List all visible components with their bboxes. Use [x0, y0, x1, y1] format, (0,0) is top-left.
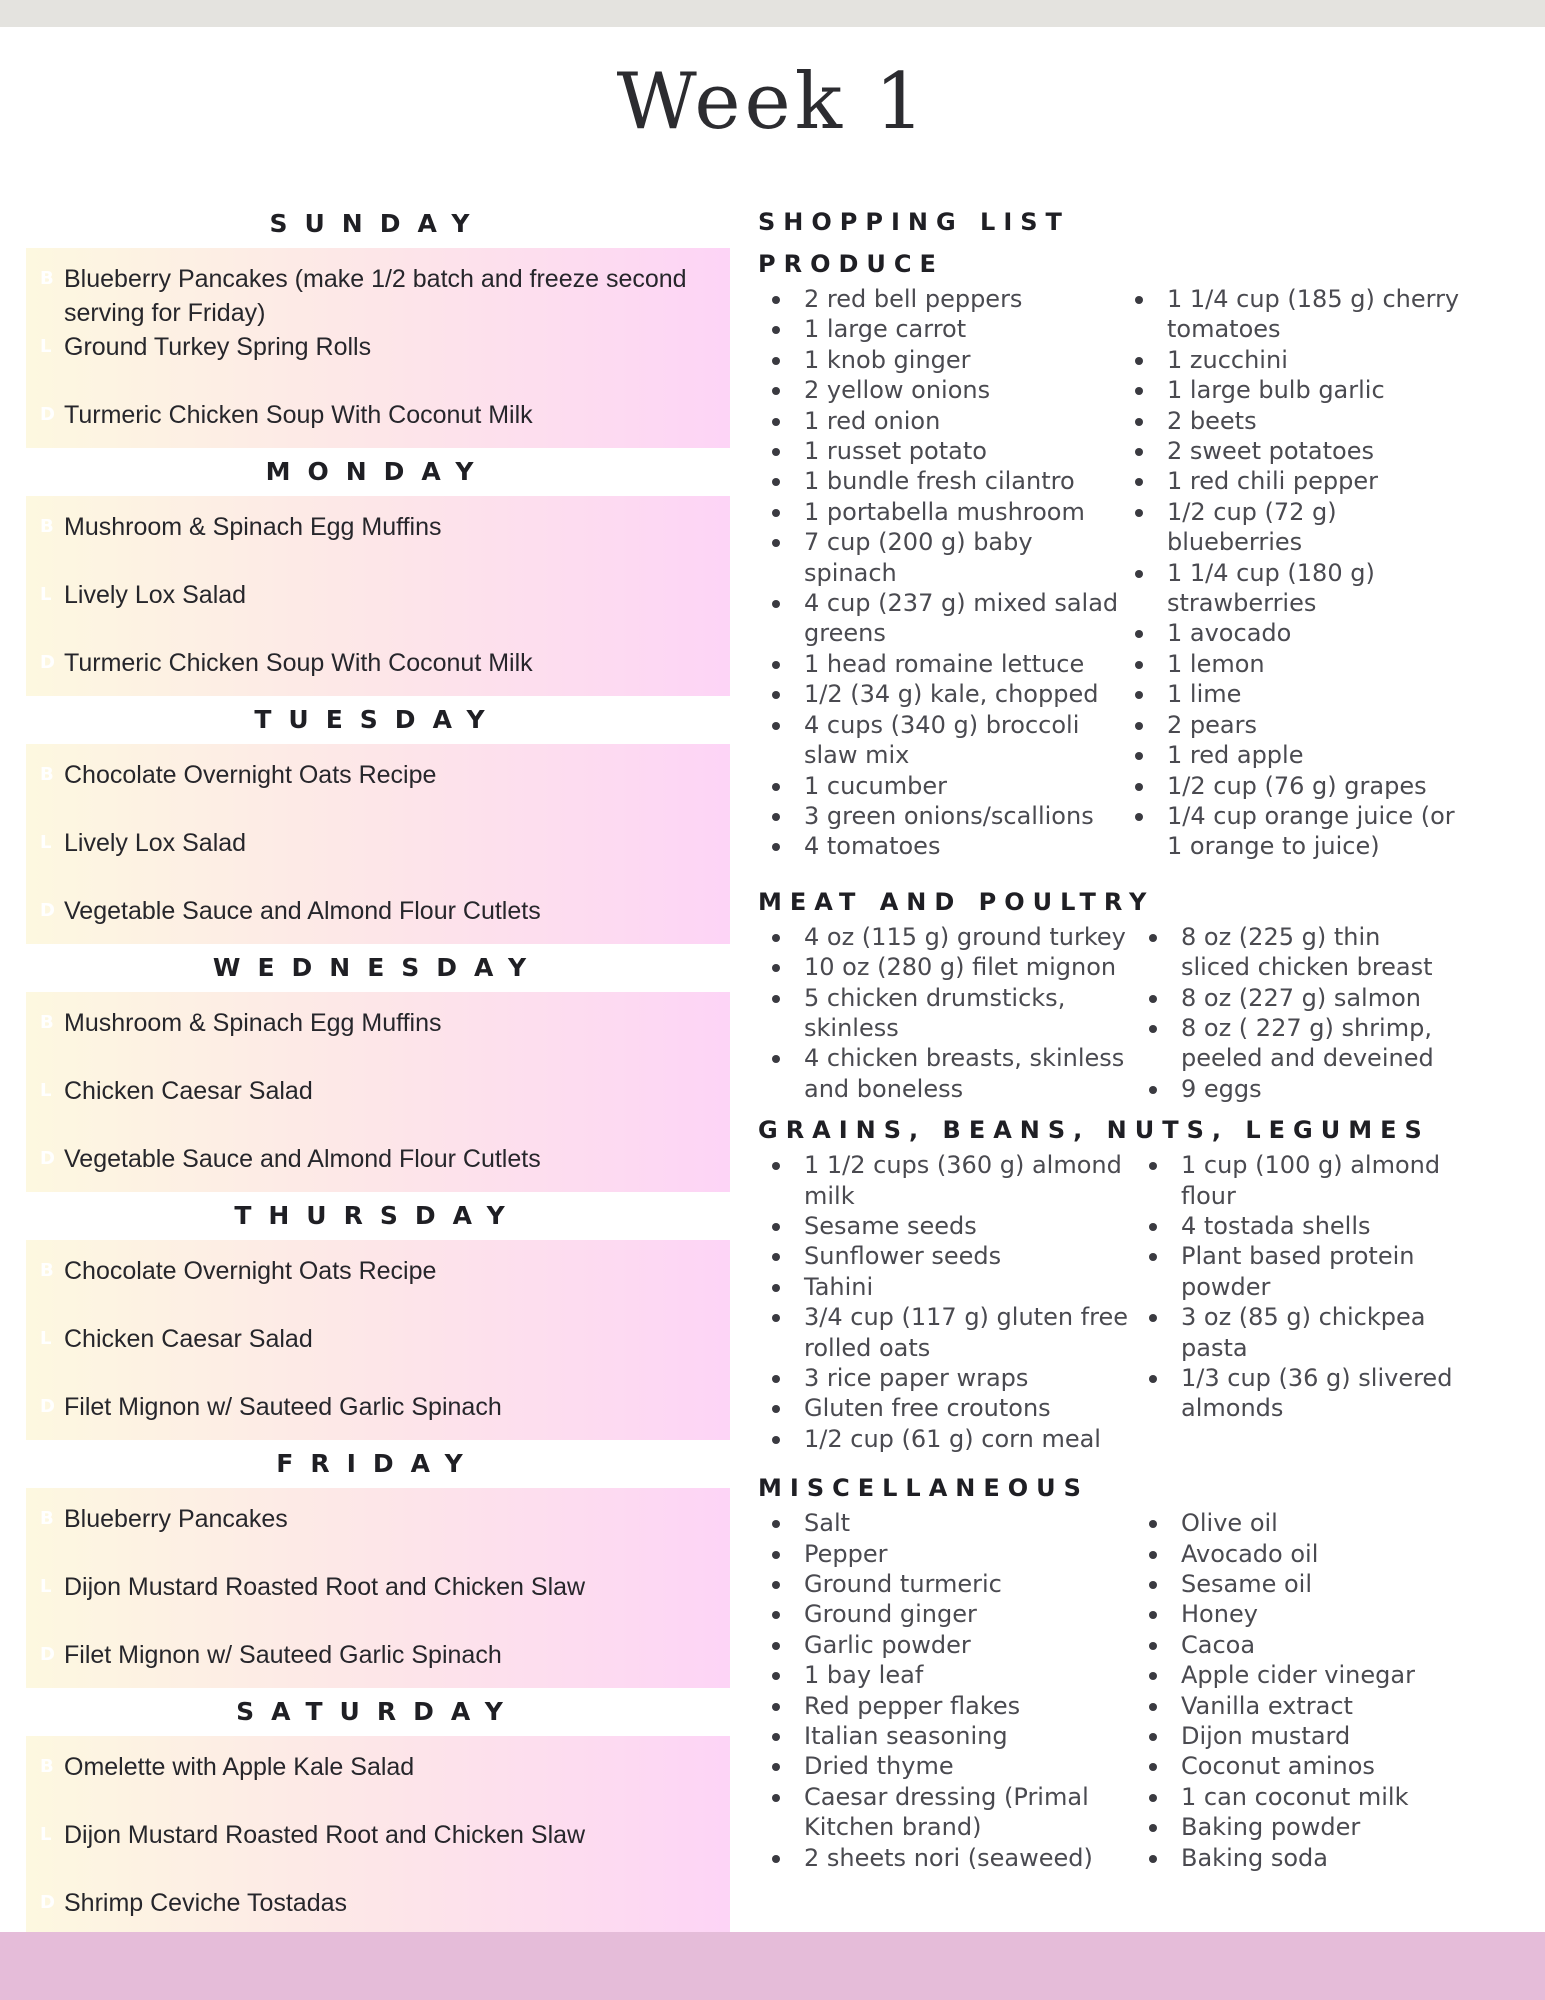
shopping-item: 4 chicken breasts, skinless and boneless: [758, 1043, 1135, 1104]
shopping-item: 1 1/2 cups (360 g) almond milk: [758, 1150, 1135, 1211]
lunch-text: Ground Turkey Spring Rolls: [64, 333, 372, 361]
shopping-item: Avocado oil: [1135, 1539, 1455, 1569]
produce-column-right: [1121, 284, 1461, 862]
dinner-text: Shrimp Ceviche Tostadas: [64, 1889, 348, 1917]
shopping-list: [758, 200, 1518, 1873]
day-heading: SATURDAY: [236, 1697, 520, 1726]
meal-letter: D: [40, 1148, 55, 1169]
dinner-text: Filet Mignon w/ Sauteed Garlic Spinach: [64, 1641, 502, 1669]
meal-letter: B: [40, 1260, 54, 1281]
meat-column-left: [758, 922, 1135, 1104]
dinner-text: Filet Mignon w/ Sauteed Garlic Spinach: [64, 1393, 502, 1421]
shopping-item: Sesame oil: [1135, 1569, 1455, 1599]
meal-letter: B: [40, 1756, 54, 1777]
shopping-item: Gluten free croutons: [758, 1393, 1135, 1423]
shopping-item: Cacoa: [1135, 1630, 1455, 1660]
shopping-item: 4 cup (237 g) mixed salad greens: [758, 588, 1121, 649]
shopping-item: 3 green onions/scallions: [758, 801, 1121, 831]
shopping-item: 3 oz (85 g) chickpea pasta: [1135, 1302, 1455, 1363]
dinner-text: Vegetable Sauce and Almond Flour Cutlets: [64, 897, 541, 925]
meal-letter: L: [40, 1576, 52, 1597]
lunch-text: Chicken Caesar Salad: [64, 1325, 313, 1353]
shopping-item: 1 head romaine lettuce: [758, 649, 1121, 679]
meal-letter: D: [40, 1644, 55, 1665]
shopping-item: 1 large bulb garlic: [1121, 375, 1461, 405]
top-band: [0, 0, 1545, 27]
shopping-item: Plant based protein powder: [1135, 1241, 1455, 1302]
shopping-item: 2 sheets nori (seaweed): [758, 1843, 1135, 1873]
grains-list: [758, 1150, 1518, 1454]
section-title-produce: PRODUCE: [758, 250, 944, 278]
shopping-item: Red pepper flakes: [758, 1691, 1135, 1721]
day-heading: WEDNESDAY: [212, 953, 544, 982]
meal-letter: B: [40, 764, 54, 785]
meal-letter: B: [40, 1508, 54, 1529]
meal-letter: B: [40, 516, 54, 537]
shopping-item: 2 yellow onions: [758, 375, 1121, 405]
shopping-item: Honey: [1135, 1599, 1455, 1629]
shopping-item: Italian seasoning: [758, 1721, 1135, 1751]
meal-letter: D: [40, 404, 55, 425]
day-meals-box: [26, 248, 730, 448]
shopping-item: Sesame seeds: [758, 1211, 1135, 1241]
produce-list: [758, 284, 1518, 862]
grains-column-left: [758, 1150, 1135, 1454]
meal-letter: L: [40, 1080, 52, 1101]
shopping-item: 1/2 cup (72 g) blueberries: [1121, 497, 1461, 558]
shopping-item: Dried thyme: [758, 1751, 1135, 1781]
breakfast-text: Blueberry Pancakes: [64, 1505, 288, 1533]
dinner-text: Vegetable Sauce and Almond Flour Cutlets: [64, 1145, 541, 1173]
produce-column-left: [758, 284, 1121, 862]
shopping-item: 1 can coconut milk: [1135, 1782, 1455, 1812]
shopping-item: 4 oz (115 g) ground turkey: [758, 922, 1135, 952]
breakfast-text: Mushroom & Spinach Egg Muffins: [64, 513, 442, 541]
shopping-item: 3/4 cup (117 g) gluten free rolled oats: [758, 1302, 1135, 1363]
shopping-item: 1 russet potato: [758, 436, 1121, 466]
shopping-item: Caesar dressing (Primal Kitchen brand): [758, 1782, 1135, 1843]
day-meals-box: [26, 496, 730, 696]
shopping-item: Apple cider vinegar: [1135, 1660, 1455, 1690]
shopping-item: 2 pears: [1121, 710, 1461, 740]
shopping-item: 4 tomatoes: [758, 831, 1121, 861]
shopping-item: 1 large carrot: [758, 314, 1121, 344]
shopping-item: 1/2 cup (76 g) grapes: [1121, 771, 1461, 801]
shopping-item: Olive oil: [1135, 1508, 1455, 1538]
shopping-item: 1 bay leaf: [758, 1660, 1135, 1690]
shopping-item: 8 oz (227 g) salmon: [1135, 983, 1455, 1013]
meat-list: [758, 922, 1518, 1104]
shopping-item: 1 lemon: [1121, 649, 1461, 679]
shopping-item: 1 zucchini: [1121, 345, 1461, 375]
shopping-item: Pepper: [758, 1539, 1135, 1569]
meat-column-right: [1135, 922, 1455, 1104]
shopping-item: 1 cup (100 g) almond flour: [1135, 1150, 1455, 1211]
shopping-item: 1/3 cup (36 g) slivered almonds: [1135, 1363, 1455, 1424]
grains-column-right: [1135, 1150, 1455, 1454]
shopping-item: 2 red bell peppers: [758, 284, 1121, 314]
shopping-item: 8 oz ( 227 g) shrimp, peeled and deveined: [1135, 1013, 1455, 1074]
shopping-item: 10 oz (280 g) filet mignon: [758, 952, 1135, 982]
breakfast-text: Chocolate Overnight Oats Recipe: [64, 1257, 437, 1285]
shopping-list-title: SHOPPING LIST: [758, 208, 1070, 236]
day-meals-box: [26, 1240, 730, 1440]
meal-letter: D: [40, 1396, 55, 1417]
page-title: Week 1: [616, 57, 929, 147]
shopping-item: 1 portabella mushroom: [758, 497, 1121, 527]
shopping-item: 5 chicken drumsticks, skinless: [758, 983, 1135, 1044]
shopping-item: Tahini: [758, 1272, 1135, 1302]
meal-letter: L: [40, 1824, 52, 1845]
shopping-item: Coconut aminos: [1135, 1751, 1455, 1781]
shopping-item: 1 lime: [1121, 679, 1461, 709]
meal-plan: [26, 200, 730, 1936]
shopping-item: 1/2 (34 g) kale, chopped: [758, 679, 1121, 709]
shopping-item: Salt: [758, 1508, 1135, 1538]
lunch-text: Chicken Caesar Salad: [64, 1077, 313, 1105]
day-heading: TUESDAY: [254, 705, 502, 734]
shopping-item: Ground turmeric: [758, 1569, 1135, 1599]
misc-list: [758, 1508, 1518, 1873]
day-heading: THURSDAY: [234, 1201, 522, 1230]
meal-letter: D: [40, 1892, 55, 1913]
day-meals-box: [26, 992, 730, 1192]
lunch-text: Dijon Mustard Roasted Root and Chicken Slaw: [64, 1821, 586, 1849]
shopping-item: Vanilla extract: [1135, 1691, 1455, 1721]
breakfast-text: Mushroom & Spinach Egg Muffins: [64, 1009, 442, 1037]
lunch-text: Lively Lox Salad: [64, 829, 247, 857]
shopping-item: 1 1/4 cup (180 g) strawberries: [1121, 558, 1461, 619]
shopping-item: 1/4 cup orange juice (or 1 orange to juice): [1121, 801, 1461, 862]
shopping-item: 1 bundle fresh cilantro: [758, 466, 1121, 496]
meal-letter: L: [40, 1328, 52, 1349]
shopping-item: 1 cucumber: [758, 771, 1121, 801]
dinner-text: Turmeric Chicken Soup With Coconut Milk: [64, 401, 533, 429]
meal-letter: D: [40, 900, 55, 921]
day-heading: SUNDAY: [269, 209, 487, 238]
day-meals-box: [26, 1488, 730, 1688]
lunch-text: Lively Lox Salad: [64, 581, 247, 609]
shopping-item: 1/2 cup (61 g) corn meal: [758, 1424, 1135, 1454]
bottom-band: [0, 1932, 1545, 2000]
breakfast-text: Chocolate Overnight Oats Recipe: [64, 761, 437, 789]
dinner-text: Turmeric Chicken Soup With Coconut Milk: [64, 649, 533, 677]
shopping-item: 1 red chili pepper: [1121, 466, 1461, 496]
shopping-item: 1 knob ginger: [758, 345, 1121, 375]
shopping-item: 2 sweet potatoes: [1121, 436, 1461, 466]
shopping-item: Garlic powder: [758, 1630, 1135, 1660]
section-title-meat: MEAT AND POULTRY: [758, 887, 1155, 916]
shopping-item: 9 eggs: [1135, 1074, 1455, 1104]
day-meals-box: [26, 744, 730, 944]
shopping-item: Baking powder: [1135, 1812, 1455, 1842]
breakfast-text: Omelette with Apple Kale Salad: [64, 1753, 415, 1781]
shopping-item: 4 cups (340 g) broccoli slaw mix: [758, 710, 1121, 771]
section-title-misc: MISCELLANEOUS: [758, 1474, 1089, 1503]
shopping-item: 7 cup (200 g) baby spinach: [758, 527, 1121, 588]
shopping-item: 3 rice paper wraps: [758, 1363, 1135, 1393]
day-heading: FRIDAY: [276, 1449, 480, 1478]
meal-letter: L: [40, 584, 52, 605]
shopping-item: 1 red apple: [1121, 740, 1461, 770]
shopping-item: Baking soda: [1135, 1843, 1455, 1873]
shopping-item: Ground ginger: [758, 1599, 1135, 1629]
breakfast-text: Blueberry Pancakes (make 1/2 batch and freeze second serving for Friday): [64, 265, 687, 327]
shopping-item: 1 red onion: [758, 406, 1121, 436]
misc-column-right: [1135, 1508, 1455, 1873]
shopping-item: 4 tostada shells: [1135, 1211, 1455, 1241]
lunch-text: Dijon Mustard Roasted Root and Chicken Slaw: [64, 1573, 586, 1601]
shopping-item: 1 avocado: [1121, 618, 1461, 648]
meal-letter: L: [40, 336, 52, 357]
day-meals-box: [26, 1736, 730, 1936]
shopping-item: Sunflower seeds: [758, 1241, 1135, 1271]
shopping-item: 1 1/4 cup (185 g) cherry tomatoes: [1121, 284, 1461, 345]
meal-letter: B: [40, 1012, 54, 1033]
shopping-item: 8 oz (225 g) thin sliced chicken breast: [1135, 922, 1455, 983]
day-heading: MONDAY: [265, 457, 491, 486]
meal-letter: B: [40, 268, 54, 289]
meal-letter: L: [40, 832, 52, 853]
misc-column-left: [758, 1508, 1135, 1873]
shopping-item: Dijon mustard: [1135, 1721, 1455, 1751]
shopping-item: 2 beets: [1121, 406, 1461, 436]
section-title-grains: GRAINS, BEANS, NUTS, LEGUMES: [758, 1116, 1430, 1145]
meal-letter: D: [40, 652, 55, 673]
